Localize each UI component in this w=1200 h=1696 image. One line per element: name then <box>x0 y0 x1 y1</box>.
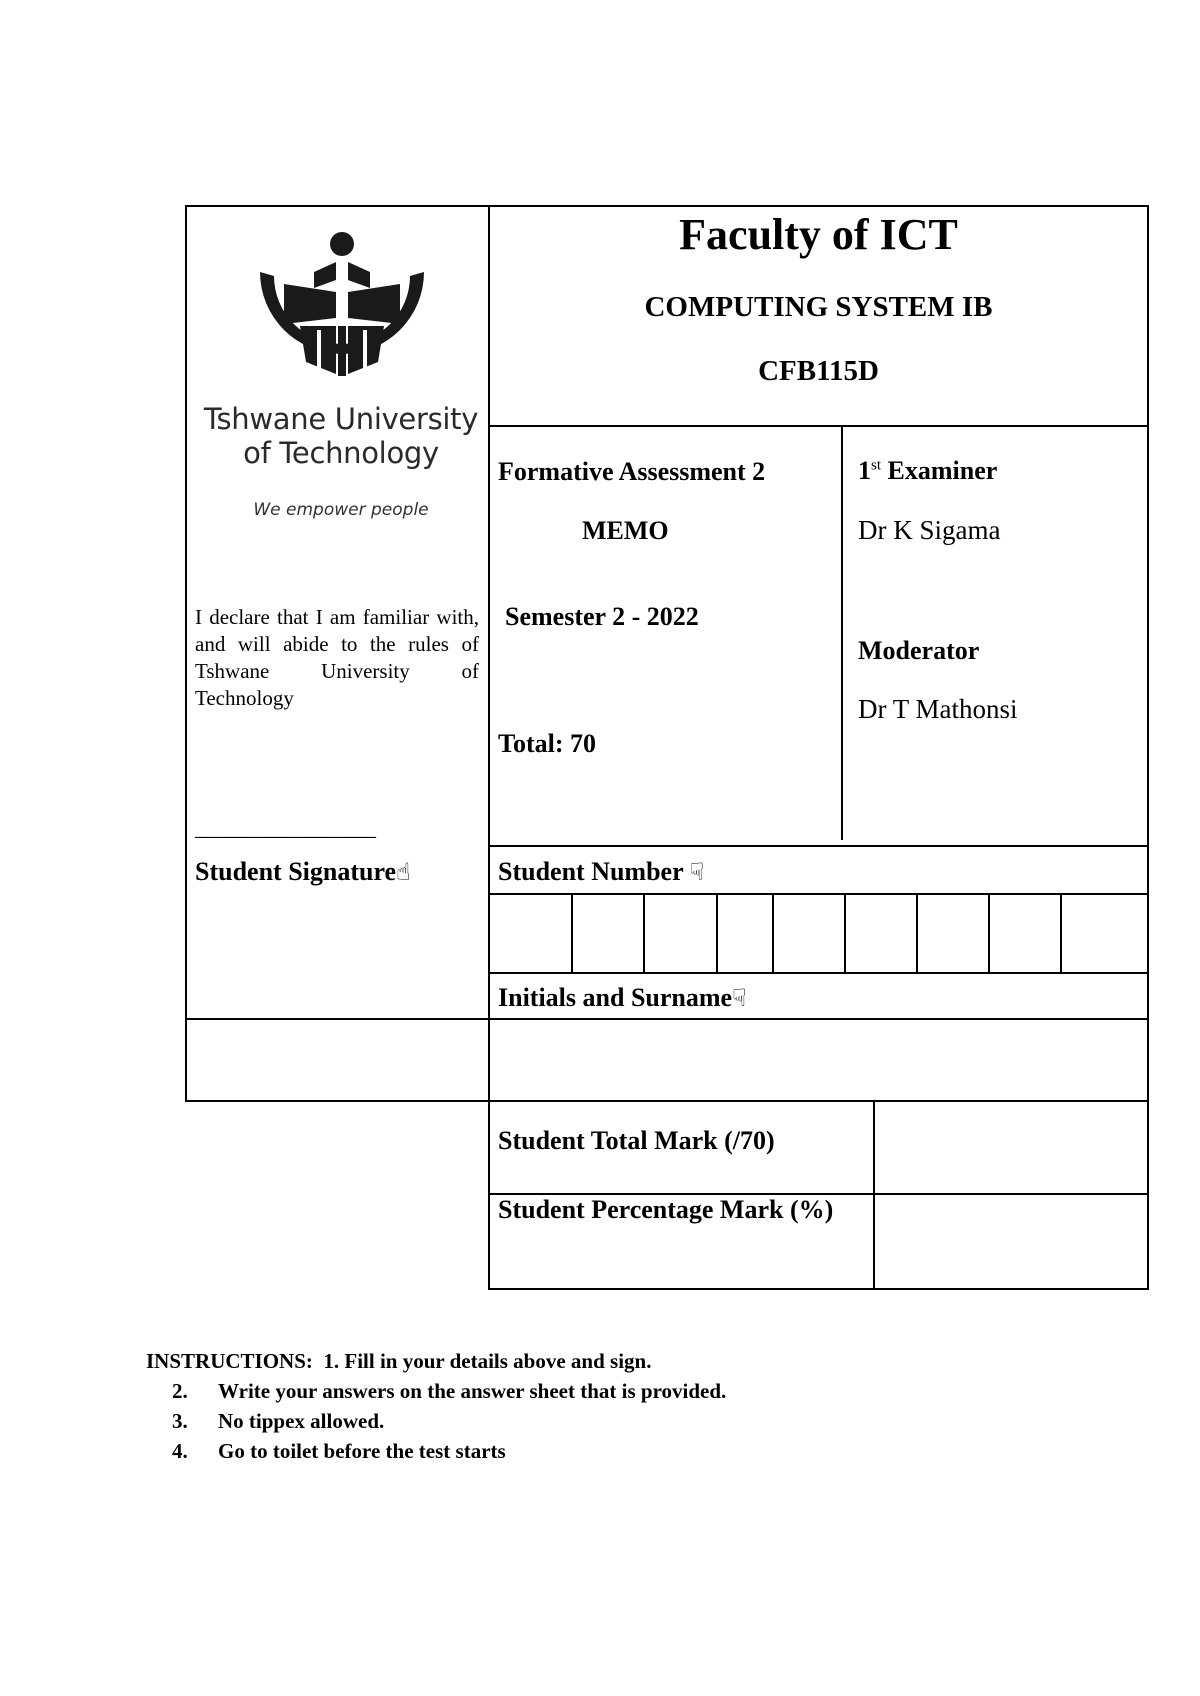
name-field[interactable] <box>490 1020 1147 1100</box>
pointing-hand-icon: ☝ <box>396 858 411 886</box>
table-border-left <box>185 205 187 1102</box>
total-label: Total: 70 <box>498 729 596 758</box>
instruction-line-1 <box>146 1346 726 1376</box>
table-border-top <box>186 205 1148 207</box>
logo-name-line1: Tshwane University <box>203 402 479 436</box>
faculty-title: Faculty of ICT <box>679 210 958 259</box>
instructions <box>146 1346 726 1466</box>
student-number-boxes[interactable] <box>490 895 1147 972</box>
instruction-text: No tippex allowed. <box>218 1409 385 1433</box>
instruction-num: 3. <box>172 1409 188 1433</box>
first-examiner-name: Dr K Sigama <box>858 515 1001 545</box>
student-number-top <box>488 845 1148 847</box>
semester-label: Semester 2 - 2022 <box>505 602 699 631</box>
university-logo <box>196 222 486 532</box>
instruction-num: 2. <box>172 1379 188 1403</box>
examiner-divider <box>841 425 843 840</box>
assessment-title: Formative Assessment 2 <box>498 457 766 486</box>
student-number-label <box>498 857 704 887</box>
table-border-right <box>1147 205 1149 1102</box>
signature-field[interactable] <box>187 1020 487 1100</box>
moderator-label: Moderator <box>858 636 980 665</box>
percentage-mark-field[interactable] <box>875 1195 1147 1288</box>
signature-label <box>195 857 411 887</box>
digit-boxes-bottom <box>488 972 1148 974</box>
logo-tagline: We empower people <box>253 500 429 520</box>
percentage-mark-label: Student Percentage Mark (%) <box>498 1195 834 1224</box>
marks-left <box>488 1100 490 1290</box>
instruction-num: 1. <box>323 1349 340 1373</box>
first-examiner-label <box>858 456 997 486</box>
marks-bottom <box>488 1288 1149 1290</box>
signature-underline: __________________ <box>195 815 375 840</box>
header-divider <box>488 425 1148 427</box>
total-mark-field[interactable] <box>875 1102 1147 1193</box>
first-examiner-num: 1 <box>858 456 871 485</box>
marks-right <box>1147 1100 1149 1290</box>
pointing-hand-icon: ☟ <box>732 984 747 1012</box>
student-number-text: Student Number <box>498 857 684 886</box>
declaration-text: I declare that I am familiar with, and will abide to the rules of Tshwane University of Technology <box>195 605 479 710</box>
first-examiner-sup: st <box>871 457 882 474</box>
memo-label: MEMO <box>582 516 669 545</box>
course-name: COMPUTING SYSTEM IB <box>644 291 993 323</box>
total-mark-label: Student Total Mark (/70) <box>498 1126 775 1155</box>
course-code: CFB115D <box>758 355 879 387</box>
initials-surname-text: Initials and Surname <box>498 983 733 1012</box>
first-examiner-text: Examiner <box>881 456 998 485</box>
instruction-num: 4. <box>172 1439 188 1463</box>
instruction-line-2 <box>146 1376 726 1406</box>
moderator-name: Dr T Mathonsi <box>858 694 1018 724</box>
pointing-hand-icon: ☟ <box>689 858 705 886</box>
instruction-text: Write your answers on the answer sheet that is provided. <box>218 1379 727 1403</box>
instruction-line-3 <box>146 1406 726 1436</box>
logo-name-line2: of Technology <box>243 436 439 470</box>
logo-emblem-icon <box>196 222 486 397</box>
instruction-text: Fill in your details above and sign. <box>344 1349 652 1373</box>
signature-label-text: Student Signature <box>195 857 397 886</box>
initials-surname-label <box>498 983 747 1013</box>
instruction-line-4 <box>146 1436 726 1466</box>
instructions-heading: INSTRUCTIONS: <box>146 1349 313 1373</box>
instruction-text: Go to toilet before the test starts <box>218 1439 506 1463</box>
